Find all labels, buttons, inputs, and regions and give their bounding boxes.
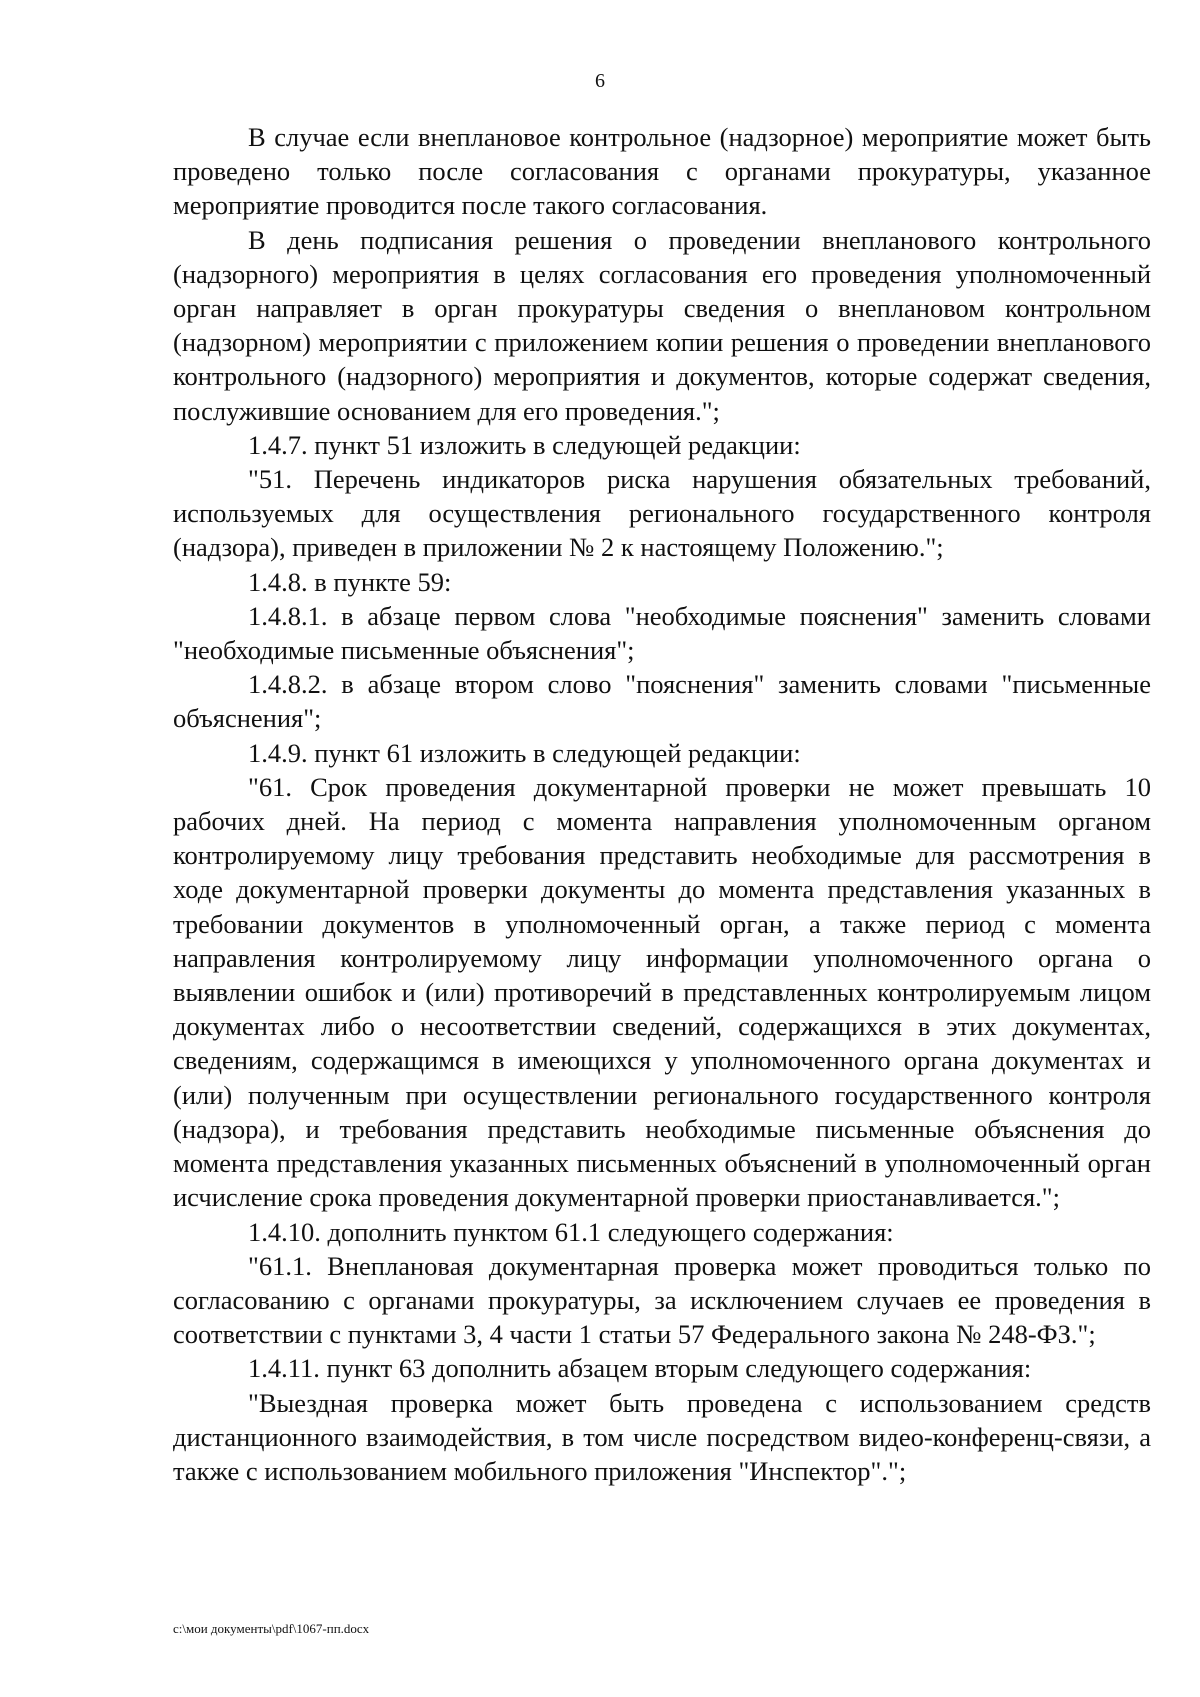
paragraph: В день подписания решения о проведении внепланового контрольного (надзорного) мероприятия в целях согласования его проведения уполномоченный орган направляет в орган прокуратуры сведения о внеплановом контрольном (надзорном) мероприятии с приложением копии решения о проведении внепланового контрольного (надзорного) мероприятия и документов, которые содержат сведения, послужившие основанием для его проведения.";	[173, 224, 1151, 426]
paragraph: 1.4.8. в пункте 59:	[248, 566, 452, 597]
paragraph: "51. Перечень индикаторов риска нарушения обязательных требований, используемых для осуществления регионального государственного контроля (надзора), приведен в приложении № 2 к настоящему Положению.";	[173, 464, 1151, 563]
paragraph: 1.4.10. дополнить пунктом 61.1 следующего содержания:	[248, 1216, 894, 1247]
paragraph: 1.4.8.1. в абзаце первом слова "необходимые пояснения" заменить словами "необходимые письменные объяснения";	[173, 600, 1151, 666]
paragraph: В случае если внеплановое контрольное (надзорное) мероприятие может быть проведено только после согласования с органами прокуратуры, указанное мероприятие проводится после такого согласования.	[173, 122, 1151, 221]
paragraph: 1.4.11. пункт 63 дополнить абзацем вторым следующего содержания:	[248, 1353, 1032, 1384]
document-body	[173, 120, 1151, 1488]
paragraph: 1.4.7. пункт 51 изложить в следующей редакции:	[248, 429, 801, 460]
paragraph: 1.4.9. пункт 61 изложить в следующей редакции:	[248, 737, 801, 768]
paragraph: "61.1. Внеплановая документарная проверка может проводиться только по согласованию с органами прокуратуры, за исключением случаев ее проведения в соответствии с пунктами 3, 4 части 1 статьи 57 Федерального закона № 248-ФЗ.";	[173, 1250, 1151, 1350]
paragraph: "61. Срок проведения документарной проверки не может превышать 10 рабочих дней. На период с момента направления уполномоченным органом контролируемому лицу требования представить необходимые для рассмотрения в ходе документарной проверки документы до момента представления указанных в требовании документов в уполномоченный орган, а также период с момента направления контролируемому лицу информации уполномоченного органа о выявлении ошибок и (или) противоречий в представленных контролируемым лицом документах либо о несоответствии сведений, содержащихся в этих документах, сведениям, содержащимся в имеющихся у уполномоченного органа документах и (или) полученным при осуществлении регионального государственного контроля (надзора), и требования представить необходимые письменные объяснения до момента представления указанных письменных объяснений в уполномоченный орган исчисление срока проведения документарной проверки приостанавливается.";	[173, 771, 1151, 1213]
footer-file-path: c:\мои документы\pdf\1067-пп.docx	[173, 1621, 370, 1636]
page-number: 6	[595, 70, 605, 92]
paragraph: 1.4.8.2. в абзаце втором слово "пояснения" заменить словами "письменные объяснения";	[173, 669, 1151, 734]
paragraph: "Выездная проверка может быть проведена с использованием средств дистанционного взаимодействия, в том числе посредством видео-конференц-связи, а также с использованием мобильного приложения "Инспектор".";	[173, 1387, 1151, 1486]
